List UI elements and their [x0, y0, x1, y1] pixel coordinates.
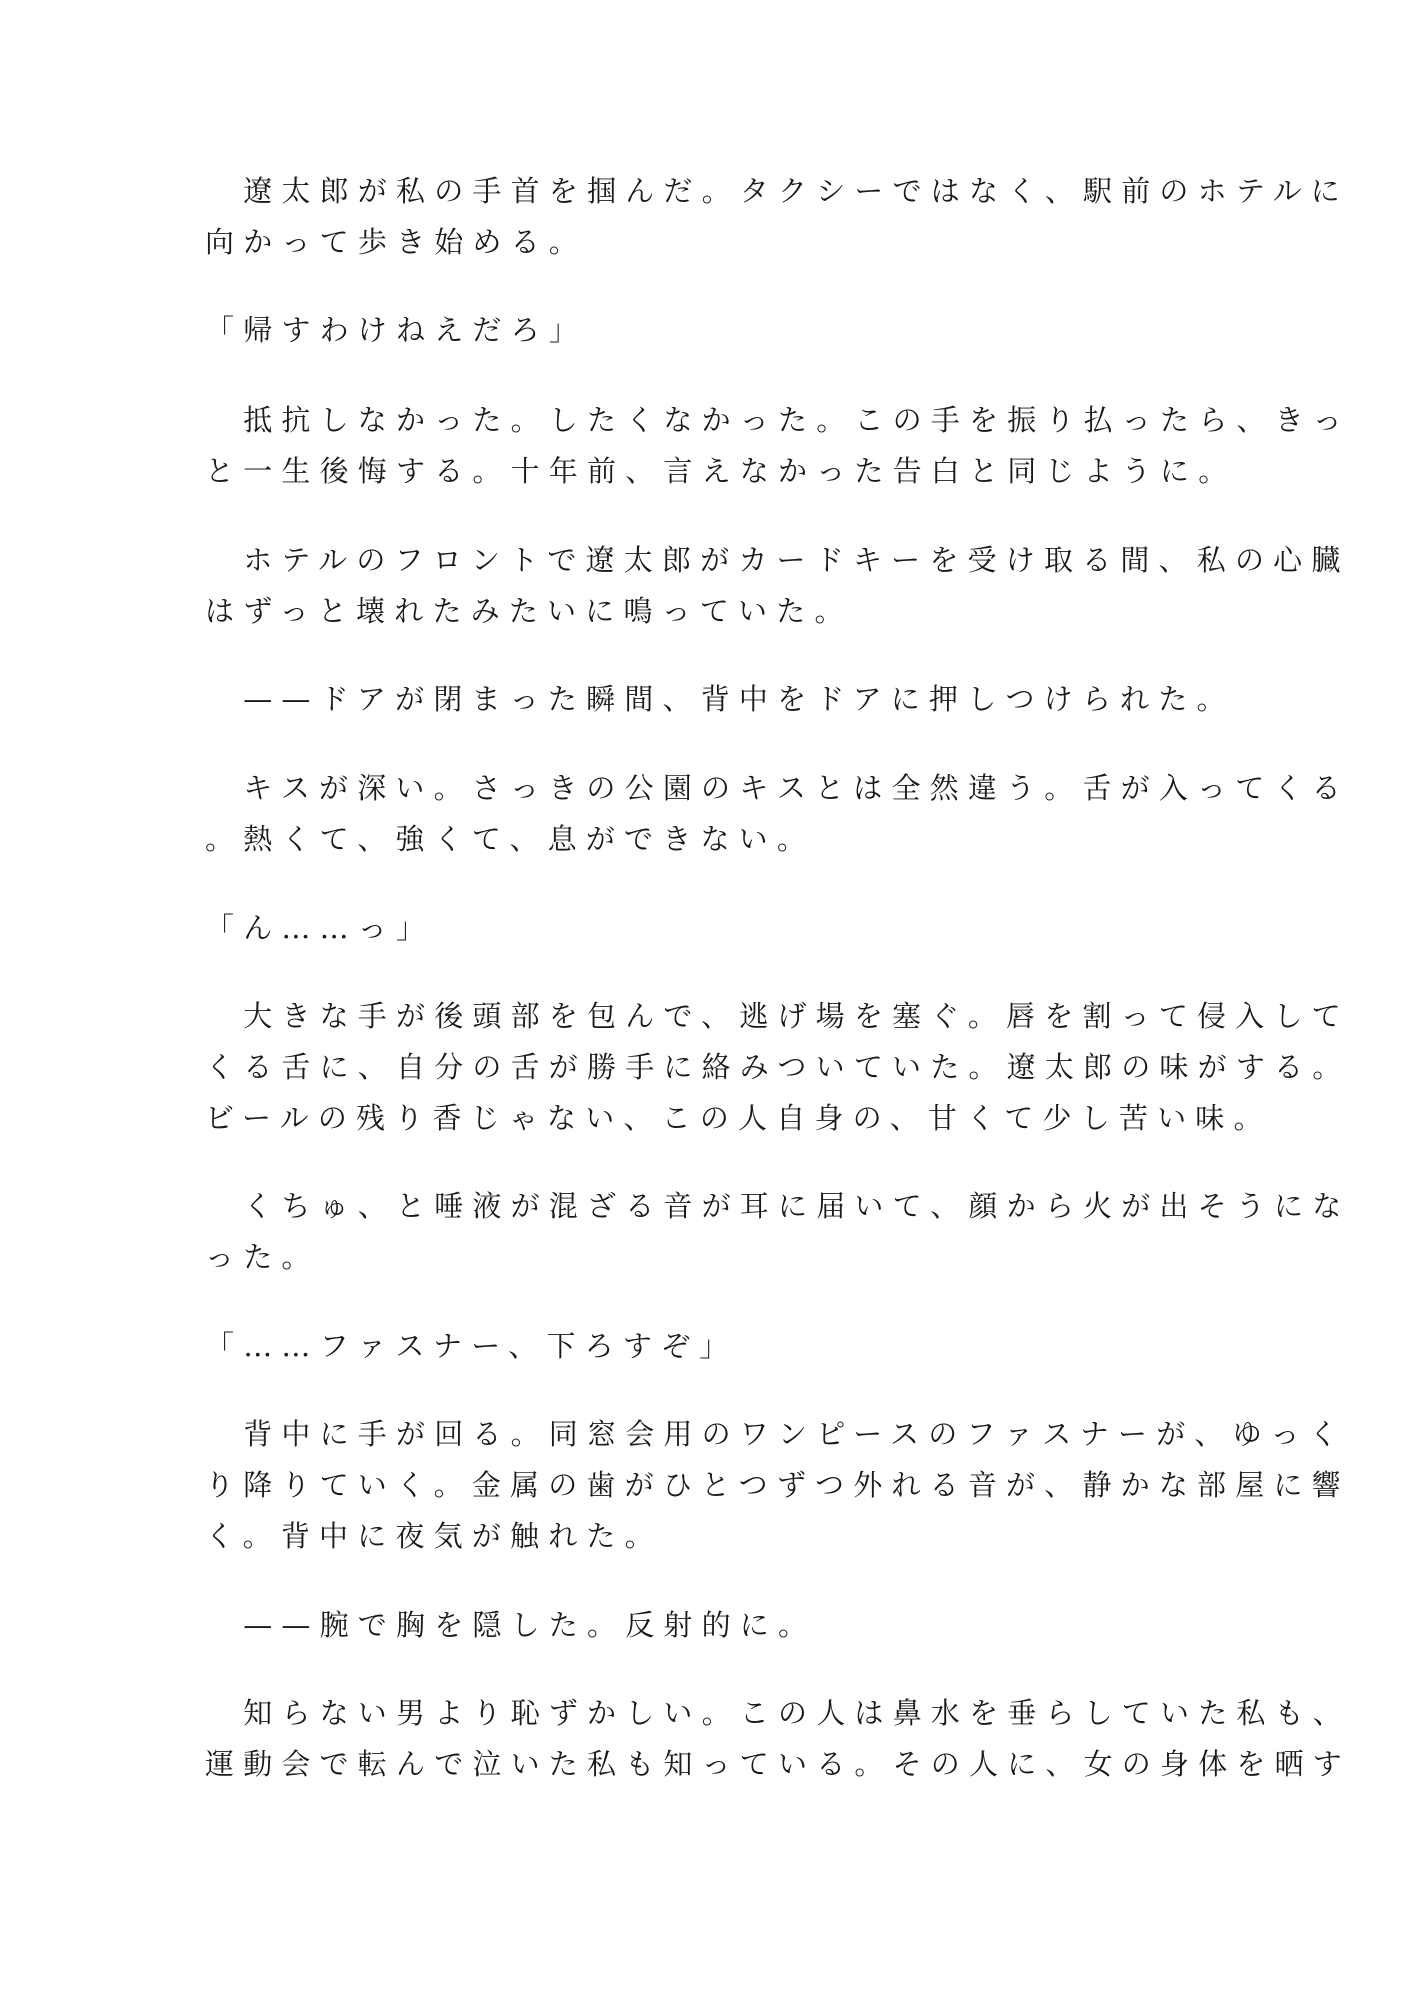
text-line: 運動会で転んで泣いた私も知っている。その人に、女の身体を晒す	[205, 1747, 1352, 1781]
text-line: 知らない男より恥ずかしい。この人は鼻水を垂らしていた私も、	[205, 1696, 1352, 1730]
text-line: くる舌に、自分の舌が勝手に絡みついていた。遼太郎の味がする。	[205, 1050, 1351, 1084]
text-line: ビールの残り香じゃない、この人自身の、甘くて少し苦い味。	[205, 1101, 1272, 1135]
text-line: と一生後悔する。十年前、言えなかった告白と同じように。	[205, 454, 1237, 488]
text-line: 「……ファスナー、下ろすぞ」	[205, 1329, 738, 1363]
text-line: 背中に手が回る。同窓会用のワンピースのファスナーが、ゆっく	[205, 1417, 1347, 1451]
text-line: 抵抗しなかった。したくなかった。この手を振り払ったら、きっ	[205, 403, 1352, 437]
text-line: 遼太郎が私の手首を掴んだ。タクシーではなく、駅前のホテルに	[205, 174, 1349, 208]
text-line: はずっと壊れたみたいに鳴っていた。	[205, 594, 853, 628]
text-line: 「帰すわけねえだろ」	[205, 313, 588, 347]
text-line: ——ドアが閉まった瞬間、背中をドアに押しつけられた。	[205, 682, 1235, 716]
text-line: り降りていく。金属の歯がひとつずつ外れる音が、静かな部屋に響	[205, 1468, 1350, 1502]
text-line: く。背中に夜気が触れた。	[205, 1519, 663, 1553]
text-line: 大きな手が後頭部を包んで、逃げ場を塞ぐ。唇を割って侵入して	[205, 999, 1350, 1033]
text-line: 。熱くて、強くて、息ができない。	[205, 822, 816, 856]
text-line: キスが深い。さっきの公園のキスとは全然違う。舌が入ってくる	[205, 771, 1350, 805]
text-line: った。	[205, 1240, 320, 1274]
text-line: くちゅ、と唾液が混ざる音が耳に届いて、顔から火が出そうにな	[205, 1189, 1351, 1223]
text-line: ホテルのフロントで遼太郎がカードキーを受け取る間、私の心臓	[205, 543, 1350, 577]
text-line: ——腕で胸を隠した。反射的に。	[205, 1608, 817, 1642]
text-line: 「ん……っ」	[205, 911, 435, 945]
text-line: 向かって歩き始める。	[205, 225, 588, 259]
